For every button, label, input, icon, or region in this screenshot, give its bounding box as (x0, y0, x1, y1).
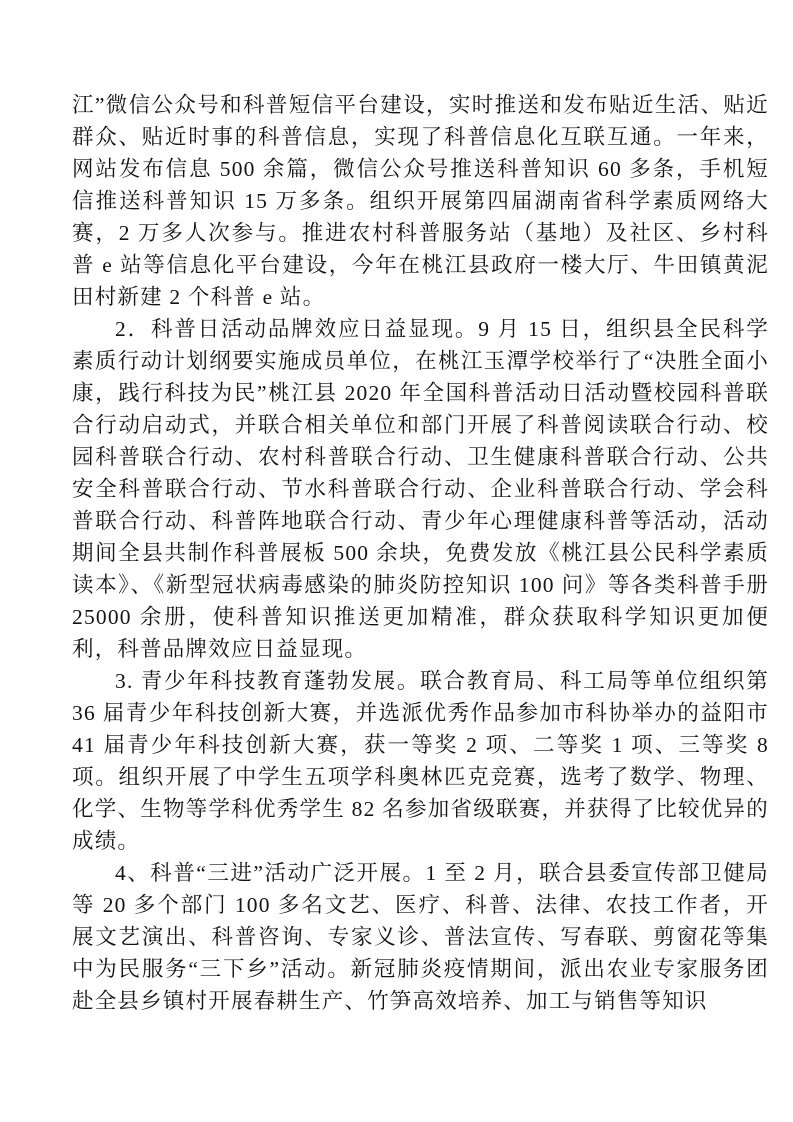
paragraph-item-2-kepu-day: 2．科普日活动品牌效应日益显现。9 月 15 日，组织县全民科学素质行动计划纲要实施成员单位，在桃江玉潭学校举行了“决胜全面小康，践行科技为民”桃江县 2020 年全国科普活动日活动暨校园科普联合行动启动式，并联合相关单位和部门开展了科普阅读联合行动、校园科普联合行动、农村科普联合行动、卫生健康科普联合行动、公共安全科普联合行动、节水科普联合行动、企业科普联合行动、学会科普联合行动、科普阵地联合行动、青少年心理健康科普等活动，活动期间全县共制作科普展板 500 余块，免费发放《桃江县公民科学素质读本》、《新型冠状病毒感染的肺炎防控知识 100 问》等各类科普手册 25000 余册，使科普知识推送更加精准，群众获取科学知识更加便利，科普品牌效应日益显现。 (72, 317, 769, 661)
paragraph-item-3-youth-science: 3. 青少年科技教育蓬勃发展。联合教育局、科工局等单位组织第 36 届青少年科技创新大赛，并选派优秀作品参加市科协举办的益阳市 41 届青少年科技创新大赛，获一等奖 2 项、二等奖 1 项、三等奖 8 项。组织开展了中学生五项学科奥林匹克竞赛，选考了数学、物理、化学、生物等学科优秀学生 82 名参加省级联赛，并获得了比较优异的成绩。 (72, 669, 769, 853)
document-text-block (72, 89, 769, 1017)
paragraph-item-4-sanjin-activities: 4、科普“三进”活动广泛开展。1 至 2 月，联合县委宣传部卫健局等 20 多个部门 100 多名文艺、医疗、科普、法律、农技工作者，开展文艺演出、科普咨询、专家义诊、普法宣传、写春联、剪窗花等集中为民服务“三下乡”活动。新冠肺炎疫情期间，派出农业专家服务团赴全县乡镇村开展春耕生产、竹笋高效培养、加工与销售等知识 (72, 861, 769, 1013)
paragraph-continuation: 江”微信公众号和科普短信平台建设，实时推送和发布贴近生活、贴近群众、贴近时事的科普信息，实现了科普信息化互联互通。一年来，网站发布信息 500 余篇，微信公众号推送科普知识 60 多条，手机短信推送科普知识 15 万多条。组织开展第四届湖南省科学素质网络大赛，2 万多人次参与。推进农村科普服务站（基地）及社区、乡村科普 e 站等信息化平台建设，今年在桃江县政府一楼大厅、牛田镇黄泥田村新建 2 个科普 e 站。 (72, 93, 769, 309)
